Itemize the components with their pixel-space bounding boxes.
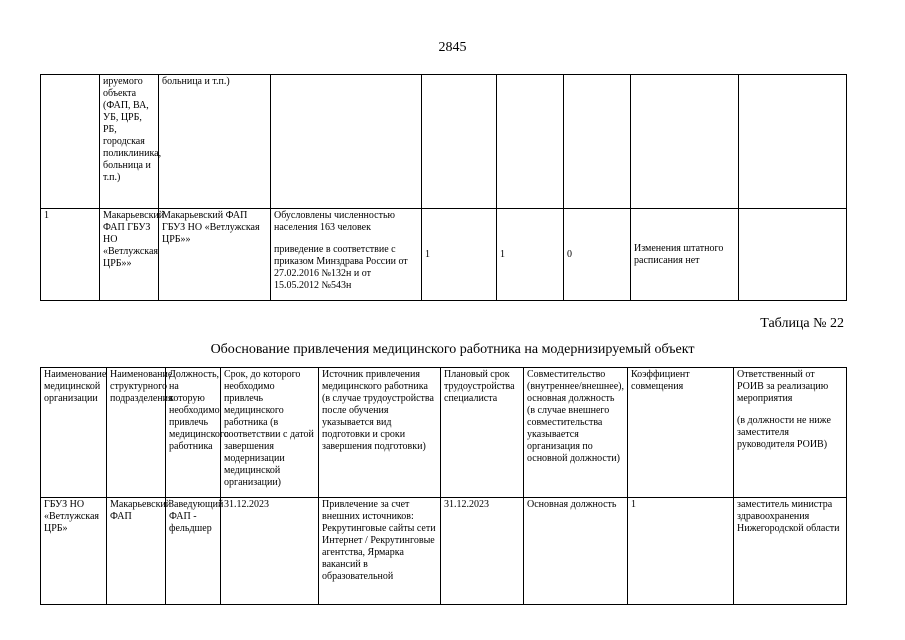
t2-org: ГБУЗ НО «Ветлужская ЦРБ» [41, 498, 107, 605]
t2-header-source: Источник привлечения медицинского работника (в случае трудоустройства после обучения указывается вид подготовки и сроки завершения подготовки) [319, 368, 441, 498]
t1-row-number: 1 [41, 209, 100, 301]
t2-coefficient: 1 [628, 498, 734, 605]
t2-combination: Основная должность [524, 498, 628, 605]
t2-header-position: Должность, на которую необходимо привлечь медицинского работника [166, 368, 221, 498]
t1-object-name-2: Макарьевский ФАП ГБУЗ НО «Ветлужская ЦРБ»» [159, 209, 271, 301]
table2-header-row [41, 368, 847, 498]
t1-value-3: 0 [564, 209, 631, 301]
t1-last-cell [739, 209, 847, 301]
t2-source: Привлечение за счет внешних источников: Рекрутинговые сайты сети Интернет / Рекрутинговые агентства, Ярмарка вакансий в образовательной [319, 498, 441, 605]
t2-header-unit: Наименование структурного подразделения [107, 368, 166, 498]
t1-cont-cell-9 [739, 75, 847, 209]
t2-header-responsible-p2: (в должности не ниже заместителя руководителя РОИВ) [737, 415, 831, 450]
t2-position: Заведующий ФАП - фельдшер [166, 498, 221, 605]
t1-cont-cell-3: больница и т.п.) [159, 75, 271, 209]
t2-responsible: заместитель министра здравоохранения Нижегородской области [734, 498, 847, 605]
t2-planned: 31.12.2023 [441, 498, 524, 605]
t1-justification-p2: приведение в соответствие с приказом Минздрава России от 27.02.2016 №132н и от 15.05.2012 №543н [274, 244, 408, 291]
t1-cont-cell-1 [41, 75, 100, 209]
t2-header-combination: Совместительство (внутреннее/внешнее), основная должность (в случае внешнего совместительства указывается организация по основной должности) [524, 368, 628, 498]
t1-cont-cell-7 [564, 75, 631, 209]
t1-cont-cell-6 [497, 75, 564, 209]
attraction-table [40, 367, 847, 605]
t2-unit: Макарьевский ФАП [107, 498, 166, 605]
t2-deadline: 31.12.2023 [221, 498, 319, 605]
t1-cont-cell-4 [271, 75, 422, 209]
t2-header-responsible [734, 368, 847, 498]
table-number: Таблица № 22 [760, 316, 844, 331]
t1-value-2: 1 [497, 209, 564, 301]
page-number: 2845 [438, 40, 467, 55]
t2-header-coefficient: Коэффициент совмещения [628, 368, 734, 498]
continuation-table [40, 74, 847, 301]
t1-justification [271, 209, 422, 301]
t1-justification-p1: Обусловлены численностью населения 163 человек [274, 210, 395, 233]
t2-header-deadline: Срок, до которого необходимо привлечь медицинского работника (в соответствии с датой завершения модернизации медицинской организации) [221, 368, 319, 498]
t1-cont-cell-2: ируемого объекта (ФАП, ВА, УБ, ЦРБ, РБ, городская поликлиника, больница и т.п.) [100, 75, 159, 209]
table1-continued-row [41, 75, 847, 209]
t1-cont-cell-5 [422, 75, 497, 209]
t1-object-name: Макарьевский ФАП ГБУЗ НО «Ветлужская ЦРБ»» [100, 209, 159, 301]
table1-row-1 [41, 209, 847, 301]
table-title: Обоснование привлечения медицинского работника на модернизируемый объект [210, 342, 695, 357]
table2-row-1 [41, 498, 847, 605]
t2-header-org: Наименование медицинской организации [41, 368, 107, 498]
t2-header-responsible-p1: Ответственный от РОИВ за реализацию мероприятия [737, 369, 829, 404]
t1-changes: Изменения штатного расписания нет [631, 209, 739, 301]
t2-header-planned: Плановый срок трудоустройства специалиста [441, 368, 524, 498]
t1-value-1: 1 [422, 209, 497, 301]
t1-cont-cell-8 [631, 75, 739, 209]
